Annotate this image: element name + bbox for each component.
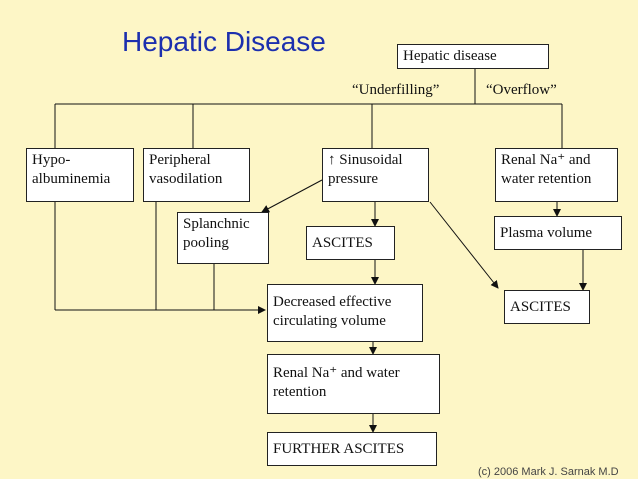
hypoalbuminemia-box: Hypo- albuminemia [26,148,134,202]
overflow-label: “Overflow” [486,82,557,98]
arrow-sinusoidal-to-ascites-right [430,202,498,288]
page-title: Hepatic Disease [122,26,326,57]
ascites-right-box: ASCITES [504,290,590,324]
decreased-effective-volume-box: Decreased effective circulating volume [267,284,423,342]
arrow-sinusoidal-to-splanchnic [262,180,322,212]
plasma-volume-box: Plasma volume [494,216,622,250]
copyright-credit: (c) 2006 Mark J. Sarnak M.D [478,466,619,478]
sinusoidal-pressure-box: ↑ Sinusoidal pressure [322,148,429,202]
ascites-left-box: ASCITES [306,226,395,260]
renal-na-retention-bottom-box: Renal Na⁺ and water retention [267,354,440,414]
further-ascites-box: FURTHER ASCITES [267,432,437,466]
hepatic-disease-box: Hepatic disease [397,44,549,69]
renal-na-retention-top-box: Renal Na⁺ and water retention [495,148,618,202]
splanchnic-pooling-box: Splanchnic pooling [177,212,269,264]
peripheral-vasodilation-box: Peripheral vasodilation [143,148,250,202]
underfilling-label: “Underfilling” [352,82,440,98]
